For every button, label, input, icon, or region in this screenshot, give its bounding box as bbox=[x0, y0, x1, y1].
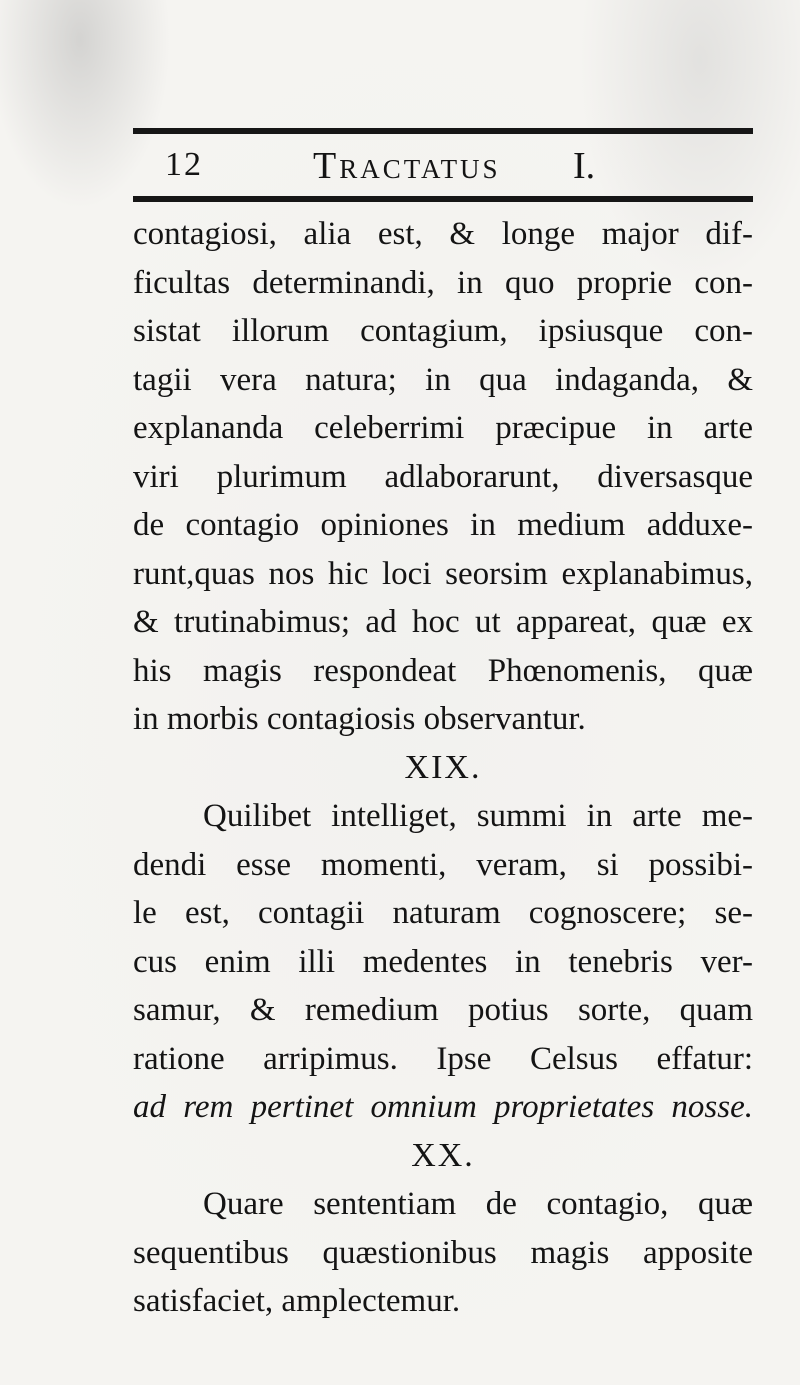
text-line: Quare sententiam de contagio, quæ bbox=[203, 1186, 753, 1222]
text-line: ratione arripimus. Ipse Celsus effatur: bbox=[133, 1040, 753, 1077]
text-line: sequentibus quæstionibus magis apposite bbox=[133, 1234, 753, 1271]
text-line: samur, & remedium potius sorte, quam bbox=[133, 992, 753, 1028]
running-title-numeral: I. bbox=[573, 145, 596, 187]
section-heading-xix: XIX. bbox=[404, 748, 482, 786]
celsus-quotation: ad rem pertinet omnium proprietates nosse. bbox=[133, 1089, 753, 1125]
page-number: 12 bbox=[165, 146, 203, 183]
text-line: dendi esse momenti, veram, si possibi- bbox=[133, 846, 753, 883]
text-line: sistat illorum contagium, ipsiusque con- bbox=[133, 313, 753, 349]
header-rule-bottom bbox=[133, 196, 753, 202]
text-line: tagii vera natura; in qua indaganda, & bbox=[133, 361, 753, 398]
running-head bbox=[133, 140, 753, 192]
text-line: runt,quas nos hic loci seorsim explanabimus, bbox=[133, 555, 753, 592]
text-line: & trutinabimus; ad hoc ut appareat, quæ ex bbox=[133, 604, 753, 640]
text-line: contagiosi, alia est, & longe major dif- bbox=[133, 216, 753, 252]
text-line: ficultas determinandi, in quo proprie con- bbox=[133, 264, 753, 301]
text-line: satisfaciet, amplectemur. bbox=[133, 1283, 461, 1319]
text-line: Quilibet intelliget, summi in arte me- bbox=[203, 798, 753, 834]
text-line: le est, contagii naturam cognoscere; se- bbox=[133, 895, 753, 931]
body-text bbox=[133, 210, 753, 1326]
text-line: explananda celeberrimi præcipue in arte bbox=[133, 410, 753, 446]
text-line: cus enim illi medentes in tenebris ver- bbox=[133, 943, 753, 980]
header-rule-top bbox=[133, 128, 753, 134]
text-line: viri plurimum adlaborarunt, diversasque bbox=[133, 458, 753, 495]
text-line: de contagio opiniones in medium adduxe- bbox=[133, 507, 753, 543]
running-title: Tractatus bbox=[313, 145, 501, 187]
text-line: his magis respondeat Phœnomenis, quæ bbox=[133, 652, 753, 689]
section-heading-xx: XX. bbox=[411, 1136, 475, 1174]
text-line: in morbis contagiosis observantur. bbox=[133, 701, 586, 737]
